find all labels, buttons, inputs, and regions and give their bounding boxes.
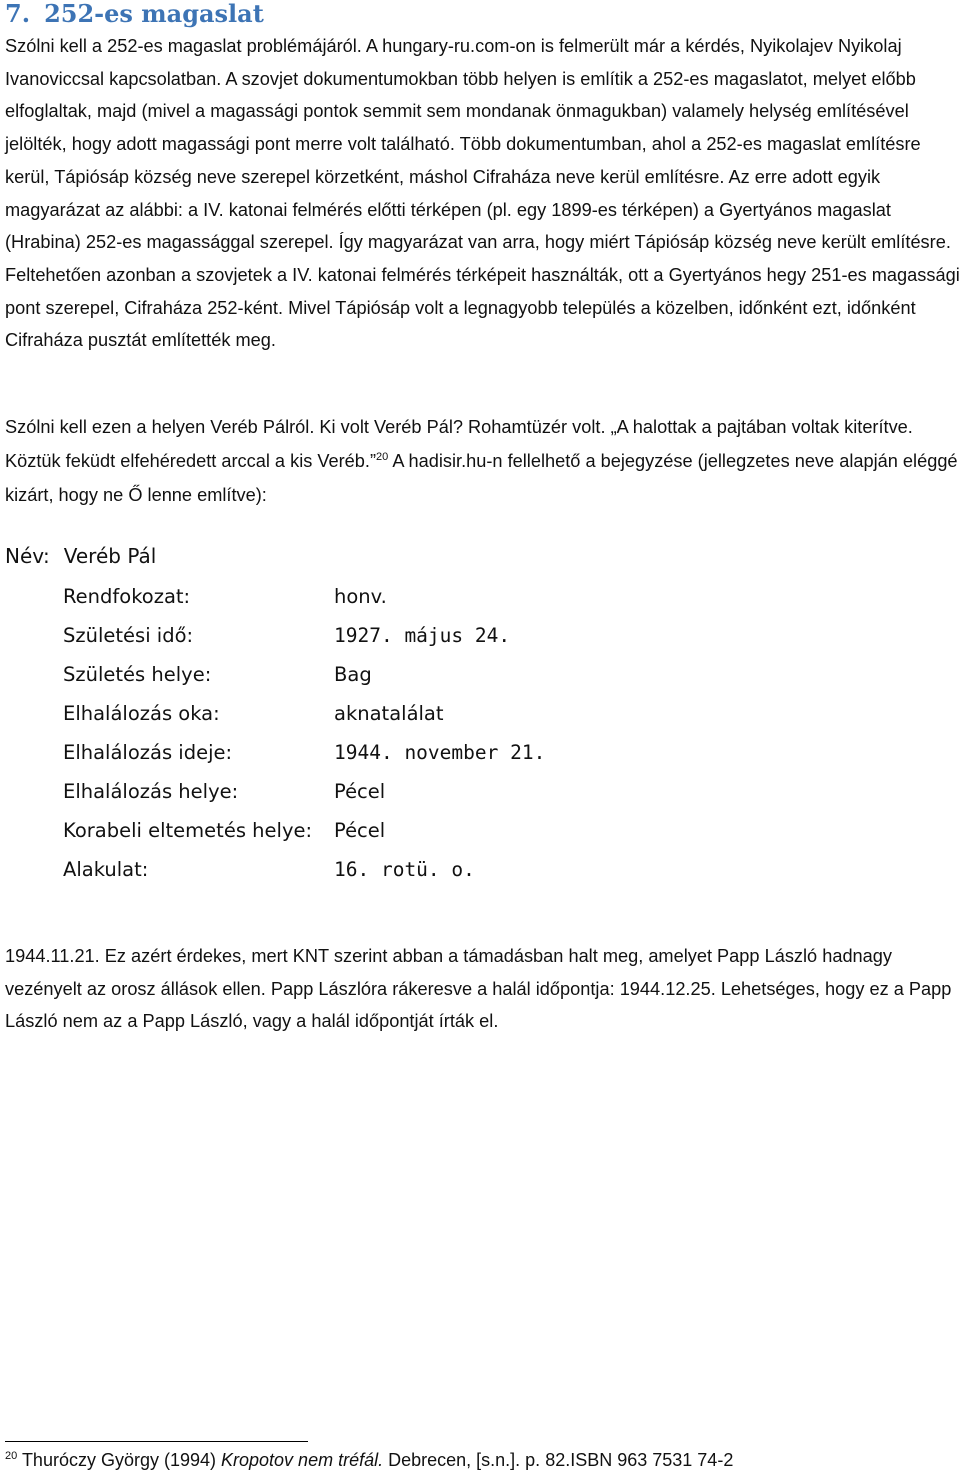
record-label: Alakulat: (63, 858, 149, 881)
paragraph-vereb-pal (5, 410, 960, 512)
section-heading (5, 0, 264, 28)
record-value: Pécel (334, 780, 386, 803)
footnote-title: Kropotov nem tréfál. (221, 1450, 384, 1470)
record-value: 1944. november 21. (334, 741, 546, 764)
record-label: Születési idő: (63, 624, 194, 647)
record-value: 16. rotü. o. (334, 858, 475, 881)
record-label: Rendfokozat: (63, 585, 191, 608)
record-value: honv. (334, 585, 387, 608)
record-value: 1927. május 24. (334, 624, 511, 647)
record-value: Bag (334, 663, 372, 686)
record-value: aknatalálat (334, 702, 444, 725)
record-label: Elhalálozás ideje: (63, 741, 233, 764)
record-label: Elhalálozás oka: (63, 702, 220, 725)
record-name (5, 544, 156, 568)
record-label: Születés helye: (63, 663, 212, 686)
record-label: Korabeli eltemetés helye: (63, 819, 313, 842)
footnote-number: 20 (5, 1450, 18, 1462)
footnote-reference[interactable]: 20 (376, 450, 389, 463)
footnote-author: Thuróczy György (1994) (21, 1450, 222, 1470)
section-title: 252-es magaslat (44, 0, 264, 28)
record-name-value: Veréb Pál (63, 544, 157, 568)
section-number: 7. (5, 0, 31, 28)
paragraph-vereb-pal-text: Szólni kell ezen a helyen Veréb Pálról. Ki volt Veréb Pál? Rohamtüzér volt. „A halottak a pajtában voltak kiterítve. Köztük feküdt elfehéredett arccal a kis Veréb.” (5, 417, 913, 471)
record-label: Elhalálozás helye: (63, 780, 239, 803)
footnote-divider (5, 1441, 308, 1442)
record-value: Pécel (334, 819, 386, 842)
record-name-label: Név: (5, 544, 50, 568)
paragraph-252-magaslat: Szólni kell a 252-es magaslat problémájáról. A hungary-ru.com-on is felmerült már a kérdés, Nyikolajev Nyikolaj Ivanoviccsal kapcsolatban. A szovjet dokumentumokban több helyen is említik a 252-es magaslatot, melyet előbb elfoglaltak, majd (mivel a magassági pontok semmit sem mondanak önmagukban) valamely helység említésével jelölték, hogy adott magassági pont merre volt található. Több dokumentumban, ahol a 252-es magaslat említésre kerül, Tápiósáp község neve szerepel körzetként, máshol Cifraháza neve kerül említésre. Az erre adott egyik magyarázat az alábbi: a IV. katonai felmérés előtti térképen (pl. egy 1899-es térképen) a Gyertyános magaslat (Hrabina) 252-es magassággal szerepel. Így magyarázat van arra, hogy miért Tápiósáp község neve került említésre. Feltehetően azonban a szovjetek a IV. katonai felmérés térképeit használták, ott a Gyertyános hegy 251-es magassági pont szerepel, Cifraháza 252-ként. Mivel Tápiósáp volt a legnagyobb település a közelben, időnként ezt, időnként Cifraháza pusztát említették meg. (5, 36, 960, 351)
footnote (5, 1450, 733, 1471)
paragraph-papp-laszlo: 1944.11.21. Ez azért érdekes, mert KNT szerint abban a támadásban halt meg, amelyet Papp László hadnagy vezényelt az orosz állások ellen. Papp Lászlóra rákeresve a halál időpontja: 1944.12.25. Lehetséges, hogy ez a Papp László nem az a Papp László, vagy a halál időpontját írták el. (5, 946, 952, 1032)
paragraph-vereb-pal-text-cont: A hadisir.hu-n fellelhető a bejegyzése (jellegzetes neve alapján eléggé kizárt, hogy ne Ő lenne említve): (5, 451, 958, 505)
footnote-publication: Debrecen, [s.n.]. p. 82.ISBN 963 7531 74-2 (383, 1450, 734, 1470)
